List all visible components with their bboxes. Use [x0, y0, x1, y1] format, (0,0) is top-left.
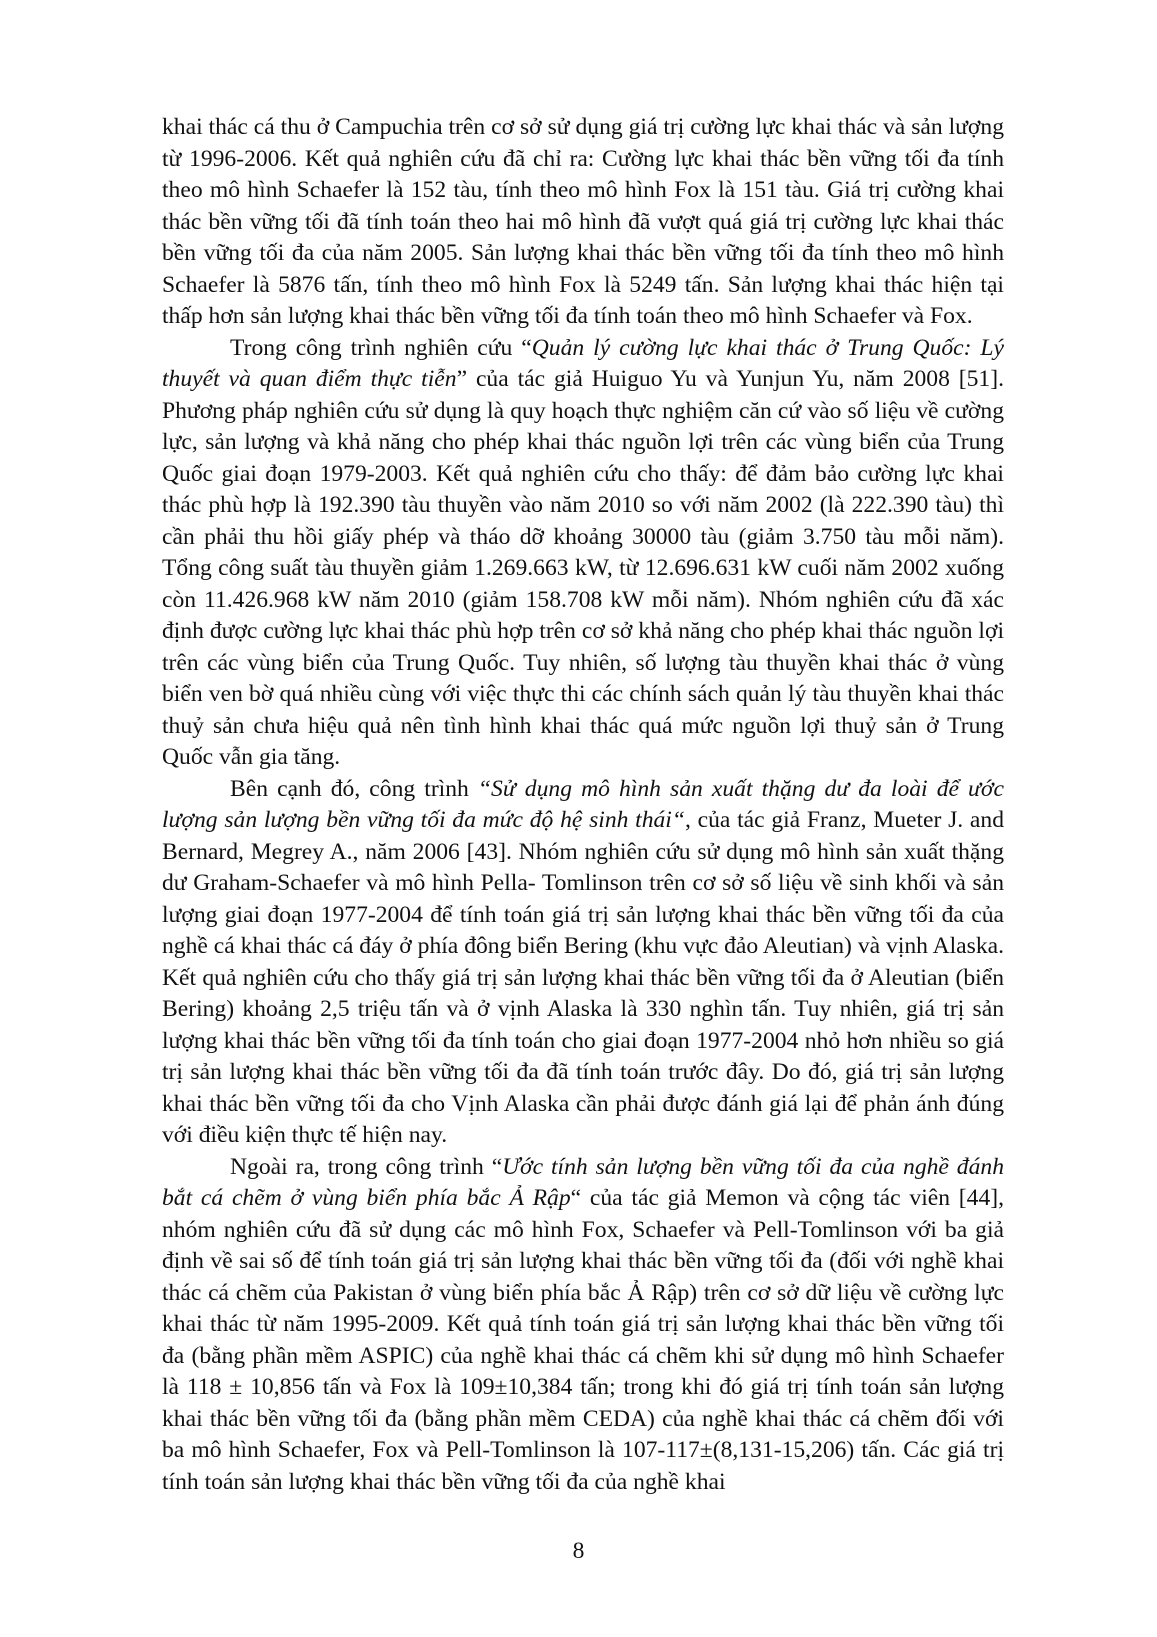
paragraph-2 — [162, 333, 1004, 774]
paragraph-3-body: , của tác giả Franz, Mueter J. and Bernard, Megrey A., năm 2006 [43]. Nhóm nghiên cứu sử dụng mô hình sản xuất thặng dư Graham-Schaefer và mô hình Pella- Tomlinson trên cơ sở số liệu về sinh khối và sản lượng giai đoạn 1977-2004 để tính toán giá trị sản lượng khai thác bền vững tối đa của nghề cá khai thác cá đáy ở phía đông biển Bering (khu vực đảo Aleutian) và vịnh Alaska. Kết quả nghiên cứu cho thấy giá trị sản lượng khai thác bền vững tối đa ở Aleutian (biển Bering) khoảng 2,5 triệu tấn và ở vịnh Alaska là 330 nghìn tấn. Tuy nhiên, giá trị sản lượng khai thác bền vững tối đa tính toán cho giai đoạn 1977-2004 nhỏ hơn nhiều so giá trị sản lượng khai thác bền vững tối đa đã tính toán trước đây. Do đó, giá trị sản lượng khai thác bền vững tối đa cho Vịnh Alaska cần phải được đánh giá lại để phản ánh đúng với điều kiện thực tế hiện nay. — [162, 807, 1004, 1148]
paragraph-2-cited-title: Quản lý cường lực khai thác ở Trung Quốc: Lý thuyết và quan điểm thực tiễn — [162, 334, 1004, 392]
paragraph-3-cited-title: “Sử dụng mô hình sản xuất thặng dư đa loài để ước lượng sản lượng bền vững tối đa mức độ hệ sinh thái“ — [162, 775, 1004, 833]
paragraph-3-lead: Bên cạnh đó, công trình — [230, 775, 478, 802]
body-text — [162, 112, 1004, 1498]
paragraph-2-lead: Trong công trình nghiên cứu “ — [230, 334, 532, 361]
paragraph-1 — [162, 112, 1004, 333]
paragraph-4-cited-title: Ước tính sản lượng bền vững tối đa của nghề đánh bắt cá chẽm ở vùng biển phía bắc Ả Rập — [162, 1153, 1004, 1211]
paragraph-1-text: khai thác cá thu ở Campuchia trên cơ sở sử dụng giá trị cường lực khai thác và sản lượng từ 1996-2006. Kết quả nghiên cứu đã chỉ ra: Cường lực khai thác bền vững tối đa tính theo mô hình Schaefer là 152 tàu, tính theo mô hình Fox là 151 tàu. Giá trị cường khai thác bền vững tối đã tính toán theo hai mô hình đã vượt quá giá trị cường lực khai thác bền vững tối đa của năm 2005. Sản lượng khai thác bền vững tối đa tính theo mô hình Schaefer là 5876 tấn, tính theo mô hình Fox là 5249 tấn. Sản lượng khai thác hiện tại thấp hơn sản lượng khai thác bền vững tối đa tính toán theo mô hình Schaefer và Fox. — [162, 114, 1004, 329]
paragraph-4-body: “ của tác giả Memon và cộng tác viên [44], nhóm nghiên cứu đã sử dụng các mô hình Fox, Schaefer và Pell-Tomlinson với ba giả định về sai số để tính toán giá trị sản lượng khai thác bền vững tối đa (đối với nghề khai thác cá chẽm của Pakistan ở vùng biển phía bắc Ả Rập) trên cơ sở dữ liệu về cường lực khai thác từ năm 1995-2009. Kết quả tính toán giá trị sản lượng khai thác bền vững tối đa (bằng phần mềm ASPIC) của nghề khai thác cá chẽm khi sử dụng mô hình Schaefer là 118 ± 10,856 tấn và Fox là 109±10,384 tấn; trong khi đó giá trị tính toán sản lượng khai thác bền vững tối đa (bằng phần mềm CEDA) của nghề khai thác cá chẽm đối với ba mô hình Schaefer, Fox và Pell-Tomlinson là 107-117±(8,131-15,206) tấn. Các giá trị tính toán sản lượng khai thác bền vững tối đa của nghề khai — [162, 1185, 1004, 1495]
paragraph-3 — [162, 774, 1004, 1152]
paragraph-4 — [162, 1152, 1004, 1499]
paragraph-4-lead: Ngoài ra, trong công trình “ — [230, 1153, 503, 1180]
paragraph-2-body: ” của tác giả Huiguo Yu và Yunjun Yu, năm 2008 [51]. Phương pháp nghiên cứu sử dụng là quy hoạch thực nghiệm căn cứ vào số liệu về cường lực, sản lượng và khả năng cho phép khai thác nguồn lợi trên các vùng biển của Trung Quốc giai đoạn 1979-2003. Kết quả nghiên cứu cho thấy: để đảm bảo cường lực khai thác phù hợp là 192.390 tàu thuyền vào năm 2010 so với năm 2002 (là 222.390 tàu) thì cần phải thu hồi giấy phép và tháo dỡ khoảng 30000 tàu (giảm 3.750 tàu mỗi năm). Tổng công suất tàu thuyền giảm 1.269.663 kW, từ 12.696.631 kW cuối năm 2002 xuống còn 11.426.968 kW năm 2010 (giảm 158.708 kW mỗi năm). Nhóm nghiên cứu đã xác định được cường lực khai thác phù hợp trên cơ sở khả năng cho phép khai thác nguồn lợi trên các vùng biển của Trung Quốc. Tuy nhiên, số lượng tàu thuyền khai thác ở vùng biển ven bờ quá nhiều cùng với việc thực thi các chính sách quản lý tàu thuyền khai thác thuỷ sản chưa hiệu quả nên tình hình khai thác quá mức nguồn lợi thuỷ sản ở Trung Quốc vẫn gia tăng. — [162, 366, 1004, 770]
page-number: 8 — [572, 1538, 585, 1564]
